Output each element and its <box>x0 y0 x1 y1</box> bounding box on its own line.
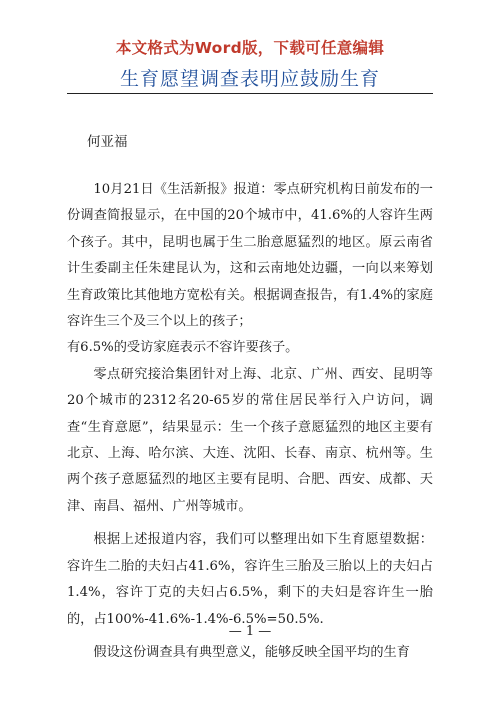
author-name: 何亚福 <box>87 134 128 150</box>
word-format-banner: 本文格式为Word版，下载可任意编辑 <box>115 39 385 57</box>
title-divider <box>67 93 433 94</box>
document-title: 生育愿望调查表明应鼓励生育 <box>119 68 380 90</box>
page-number: — 1 — <box>228 624 272 639</box>
paragraph: 假设这份调查具有典型意义，能够反映全国平均的生育 <box>93 644 410 660</box>
article-body <box>67 177 433 666</box>
paragraph: 零点研究接洽集团针对上海、北京、广州、西安、昆明等20个城市的2312名20-65岁的常住居民举行入户访问，调查“生育意愿”，结果显示：生一个孩子意愿猛烈的地区主要有北京、上海、哈尔滨、大连、沈阳、长春、南京、杭州等。生两个孩子意愿猛烈的地区主要有昆明、合肥、西安、成都、天津、南昌、福州、广州等城市。 <box>67 366 433 514</box>
paragraph: 10月21日《生活新报》报道：零点研究机构日前发布的一份调查简报显示，在中国的20个城市中，41.6%的人容许生两个孩子。其中，昆明也属于生二胎意愿猛烈的地区。原云南省计生委副主任朱建昆认为，这和云南地处边疆，一向以来筹划生育政策比其他地方宽松有关。根据调查报告，有1.4%的家庭容许生三个及三个以上的孩子； <box>67 182 433 330</box>
paragraph: 有6.5%的受访家庭表示不容许要孩子。 <box>67 340 299 356</box>
paragraph: 根据上述报道内容，我们可以整理出如下生育愿望数据：容许生二胎的夫妇占41.6%，容许生三胎及三胎以上的夫妇占1.4%，容许丁克的夫妇占6.5%，剩下的夫妇是容许生一胎的，占100%-41.6%-1.4%-6.5%=50.5%. <box>67 532 433 627</box>
